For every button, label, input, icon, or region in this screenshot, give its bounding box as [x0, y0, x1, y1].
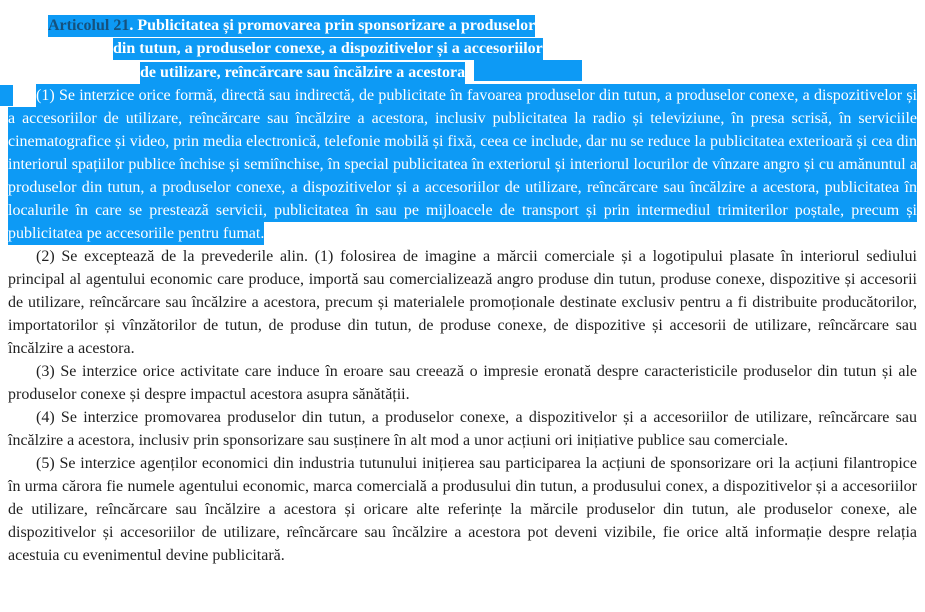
- paragraph-4: (4) Se interzice promovarea produselor din tutun, a produselor conexe, a dispozitivelor și a accesoriilor de utilizare, reîncărcare sau încălzire a acestora, inclusiv prin sponsorizare sau susținere în alt mod a unor acțiuni ori inițiative publice sau comerciale.: [8, 409, 917, 449]
- selection-trailing-block: [474, 60, 582, 81]
- article-title-part-3: de utilizare, reîncărcare sau încălzire a acestora: [140, 64, 466, 81]
- selection-leading-block: [0, 85, 13, 106]
- article-heading-line-1: [48, 14, 917, 37]
- selection-highlight: [48, 15, 535, 37]
- article-heading-line-2: [113, 37, 917, 60]
- selection-highlight: [140, 62, 465, 84]
- article-heading: [8, 14, 917, 84]
- paragraph-1: [8, 84, 917, 245]
- selected-paragraph-text: (1) Se interzice orice formă, directă sau indirectă, de publicitate în favoarea produselor din tutun, a produselor conexe, a dispozitivelor și a accesoriilor de utilizare, reîncărcare sau încălzire a acestora, inclusiv publicitatea la radio și televiziune, în presa scrisă, în serviciile cinematografice și video, prin media electronică, telefonie mobilă și fixă, ceea ce include, dar nu se reduce la publicitatea exterioară și cea din interiorul spațiilor publice închise și semiînchise, în special publicitatea în exteriorul și interiorul locurilor de vînzare angro și cu amănuntul a produselor din tutun, a produselor conexe, a dispozitivelor și a accesoriilor de utilizare, reîncărcare sau încălzire a acestora, publicitatea în localurile în care se prestează servicii, publicitatea în sau pe mijloacele de transport și prin intermediul trimiterilor poștale, precum și publicitatea pe accesoriile pentru fumat.: [8, 84, 917, 245]
- paragraph-5: (5) Se interzice agenților economici din industria tutunului inițierea sau participarea la acțiuni de sponsorizare ori la acțiuni filantropice în urma cărora fie numele agentului economic, marca comercială a produsului din tutun, a produsului conex, a dispozitivelor și a accesoriilor de utilizare, reîncărcare sau încălzire a acestora și oricare alte referințe la mărcile produselor din tutun, ale produselor conexe, ale dispozitivelor și accesoriilor de utilizare, reîncărcare sau încălzire a acestora pot deveni vizibile, fie orice altă informație despre relația acestuia cu evenimentul devine publicitară.: [8, 455, 917, 564]
- paragraph-3: (3) Se interzice orice activitate care induce în eroare sau creează o impresie eronată despre caracteristicile produselor din tutun și ale produselor conexe și despre impactul acestora asupra sănătății.: [8, 363, 917, 403]
- article-heading-line-3: [140, 60, 917, 84]
- article-number-link[interactable]: Articolul 21: [48, 17, 130, 34]
- selection-highlight: [113, 38, 543, 60]
- article-title-part-1: . Publicitatea și promovarea prin sponsorizare a produselor: [129, 17, 536, 34]
- article-title-part-2: din tutun, a produselor conexe, a dispozitivelor și a accesoriilor: [113, 40, 543, 57]
- paragraph-2: (2) Se exceptează de la prevederile alin. (1) folosirea de imagine a mărcii comerciale și a logotipului plasate în interiorul sediului principal al agentului economic care produce, importă sau comercializează angro produse din tutun, produse conexe, dispozitive și accesorii de utilizare, reîncărcare sau încălzire a acestora, precum și materialele promoționale destinate exclusiv pentru a fi distribuite producătorilor, importatorilor și vînzătorilor de tutun, de produse din tutun, de produse conexe, de dispozitive și accesorii de utilizare, reîncărcare sau încălzire a acestora.: [8, 248, 917, 357]
